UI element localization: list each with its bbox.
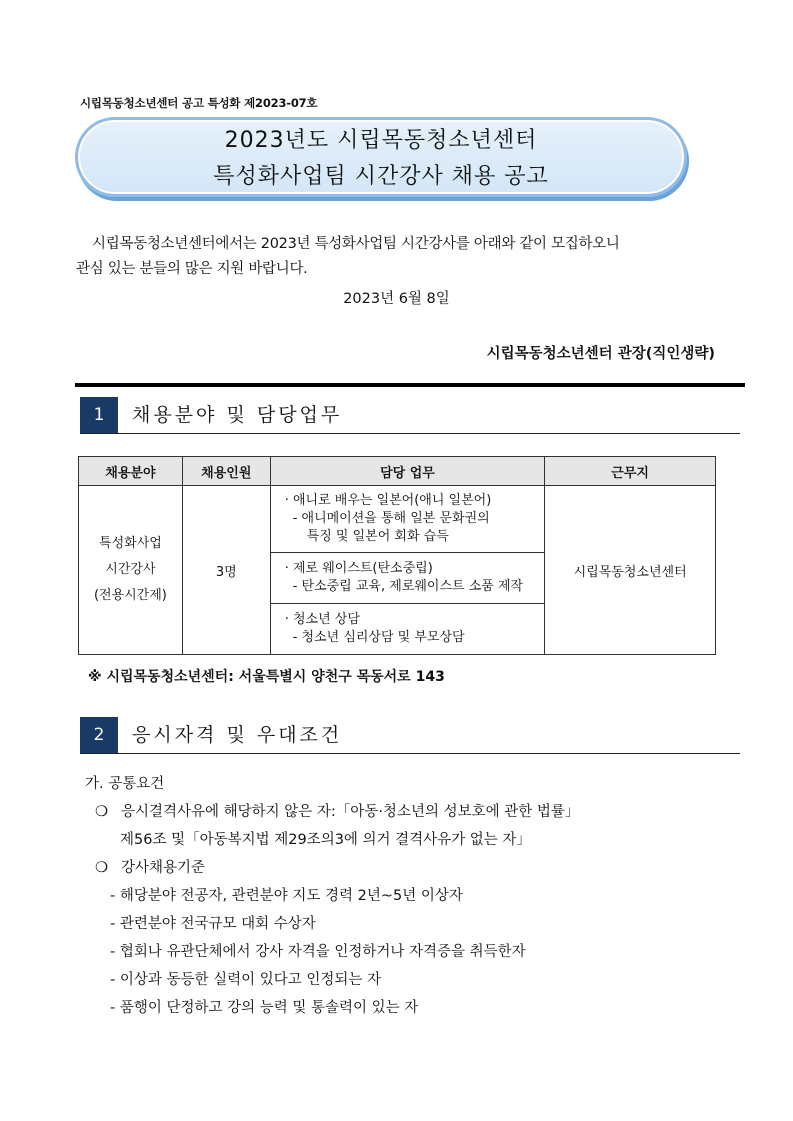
- table-header-row: [79, 457, 716, 486]
- field-cell: [79, 486, 183, 655]
- duty-cell: [270, 604, 545, 655]
- field-line: 특성화사업: [99, 536, 162, 551]
- section-2-number: 2: [80, 717, 118, 753]
- section-1-number: 1: [80, 397, 118, 433]
- qualifications: [85, 770, 725, 1022]
- circle-bullet-icon: ❍: [95, 804, 108, 820]
- header-headcount: 채용인원: [182, 457, 270, 486]
- intro-paragraph: [76, 232, 732, 282]
- workplace-cell: 시립목동청소년센터: [545, 486, 716, 655]
- list-item: [85, 854, 725, 882]
- section-1-heading: [80, 397, 740, 434]
- qual-subheading: 가. 공통요건: [85, 776, 165, 792]
- headcount-cell: 3명: [182, 486, 270, 655]
- duty-sub: 특징 및 일본어 회화 습득: [306, 529, 449, 544]
- list-item: - 품행이 단정하고 강의 능력 및 통솔력이 있는 자: [110, 1000, 419, 1016]
- duty-cell: [270, 486, 545, 553]
- signer: 시립목동청소년센터 관장(직인생략): [486, 346, 715, 362]
- duty-main: · 청소년 상담: [284, 612, 360, 627]
- announcement-date: 2023년 6월 8일: [343, 291, 450, 307]
- duty-main: · 제로 웨이스트(탄소중립): [284, 561, 433, 576]
- title-line-2: 특성화사업팀 시간강사 채용 공고: [213, 164, 549, 189]
- title-line-1: 2023년도 시립목동청소년센터: [224, 128, 538, 153]
- section-2-title: 응시자격 및 우대조건: [132, 724, 343, 746]
- section-1-title: 채용분야 및 담당업무: [132, 404, 343, 426]
- intro-line-1: 시립목동청소년센터에서는 2023년 특성화사업팀 시간강사를 아래와 같이 모집하오니: [92, 236, 620, 252]
- notice-number: 시립목동청소년센터 공고 특성화 제2023-07호: [80, 96, 318, 110]
- header-workplace: 근무지: [545, 457, 716, 486]
- header-field: 채용분야: [79, 457, 183, 486]
- address-note: ※ 시립목동청소년센터: 서울특별시 양천구 목동서로 143: [88, 669, 445, 685]
- field-line: 시간강사: [105, 562, 156, 577]
- qual-item-text: 응시결격사유에 해당하지 않은 자:「아동·청소년의 성보호에 관한 법률」: [121, 804, 580, 820]
- list-item: - 해당분야 전공자, 관련분야 지도 경력 2년~5년 이상자: [110, 888, 463, 904]
- duty-sub: - 청소년 심리상담 및 부모상담: [292, 630, 465, 645]
- header-duties: 담당 업무: [270, 457, 545, 486]
- intro-line-2: 관심 있는 분들의 많은 지원 바랍니다.: [76, 261, 308, 277]
- field-line: (전용시간제): [93, 588, 167, 603]
- duty-sub: - 탄소중립 교육, 제로웨이스트 소품 제작: [292, 579, 524, 594]
- list-item: [85, 798, 725, 826]
- list-item: - 이상과 동등한 실력이 있다고 인정되는 자: [110, 972, 382, 988]
- duty-main: · 애니로 배우는 일본어(애니 일본어): [284, 493, 492, 508]
- title-banner: [75, 117, 687, 197]
- table-row: [79, 486, 716, 553]
- recruitment-table: [78, 456, 716, 655]
- list-item: - 협회나 유관단체에서 강사 자격을 인정하거나 자격증을 취득한자: [110, 944, 526, 960]
- qual-item-continuation: 제56조 및「아동복지법 제29조의3에 의거 결격사유가 없는 자」: [120, 832, 531, 848]
- qual-item-text: 강사채용기준: [121, 860, 206, 876]
- divider: [75, 383, 745, 387]
- circle-bullet-icon: ❍: [95, 860, 108, 876]
- duty-sub: - 애니메이션을 통해 일본 문화권의: [292, 511, 490, 526]
- list-item: - 관련분야 전국규모 대회 수상자: [110, 916, 316, 932]
- section-2-heading: [80, 717, 740, 754]
- duty-cell: [270, 553, 545, 604]
